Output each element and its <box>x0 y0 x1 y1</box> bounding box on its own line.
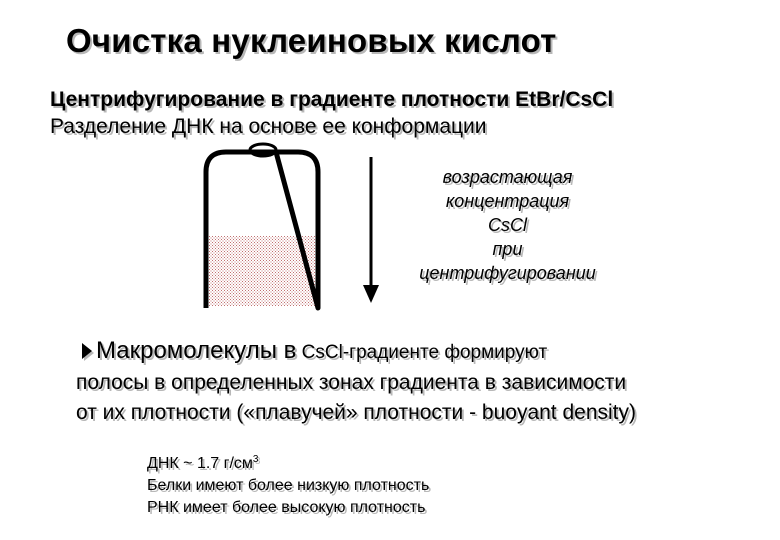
density-notes <box>147 449 429 519</box>
method-subtitle: Центрифугирование в градиенте плотности EtBr/CsCl <box>50 88 614 111</box>
gradient-caption <box>395 165 620 285</box>
bullet-mid-text: CsCl-градиенте формируют <box>296 342 548 363</box>
bullet-paragraph <box>76 336 756 428</box>
bullet-arrow-icon <box>82 343 92 359</box>
bullet-line-3: от их плотности («плавучей» плотности - buoyant density) <box>76 401 637 424</box>
conformation-subtitle: Разделение ДНК на основе ее конформации <box>50 115 487 138</box>
cubic-superscript: 3 <box>252 454 259 465</box>
bullet-line-1 <box>76 336 756 368</box>
caption-line: концентрация <box>445 191 570 211</box>
down-arrow-icon <box>356 155 386 305</box>
caption-line: центрифугировании <box>419 263 596 283</box>
centrifuge-tube-diagram <box>200 140 324 312</box>
caption-line: CsCl <box>488 215 527 235</box>
dna-density-note <box>147 449 429 475</box>
protein-density-note: Белки имеют более низкую плотность <box>147 477 430 494</box>
slide-title: Очистка нуклеиновых кислот <box>66 22 557 59</box>
bullet-lead-text: Макромолекулы в <box>96 337 297 364</box>
caption-line: при <box>492 239 523 259</box>
rna-density-note: РНК имеет более высокую плотность <box>147 499 426 516</box>
caption-line: возрастающая <box>442 167 573 187</box>
dna-density-text: ДНК ~ 1.7 г/см <box>147 455 253 472</box>
bullet-line-2: полосы в определенных зонах градиента в зависимости <box>76 371 627 394</box>
